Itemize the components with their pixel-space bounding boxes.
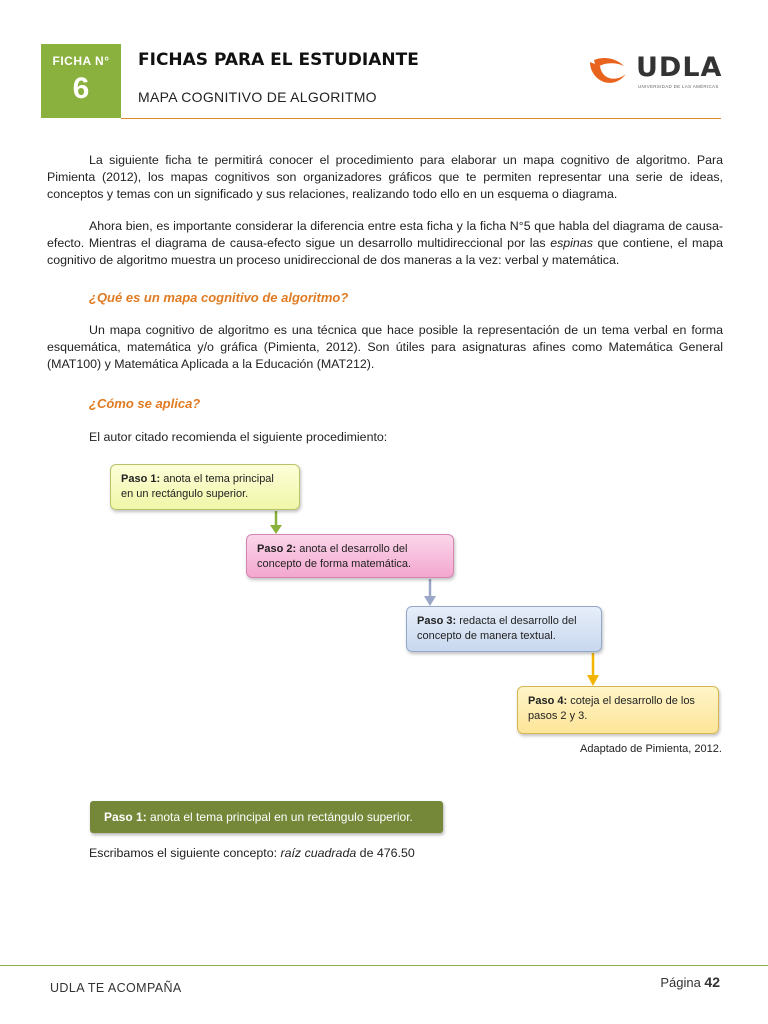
page-title: FICHAS PARA EL ESTUDIANTE (138, 50, 419, 70)
banner-label: Paso 1: (104, 810, 147, 824)
ficha-label: FICHA N° (52, 54, 110, 68)
step-3-text: redacta el desarrollo del concepto de manera textual. (417, 615, 577, 642)
concept-text-a: Escribamos el siguiente concepto: (89, 846, 281, 860)
step-2-text: anota el desarrollo del concepto de forma matemática. (257, 543, 412, 570)
diagram-step-1 (110, 464, 300, 510)
diagram-step-4 (517, 686, 719, 734)
banner-text: anota el tema principal en un rectángulo superior. (146, 810, 413, 824)
logo-subtext: UNIVERSIDAD DE LAS AMÉRICAS (638, 84, 719, 89)
diagram-step-2 (246, 534, 454, 578)
step-2-label: Paso 2: (257, 543, 297, 555)
footer-slogan: UDLA TE ACOMPAÑA (50, 981, 182, 995)
step-3-label: Paso 3: (417, 615, 457, 627)
procedure-intro: El autor citado recomienda el siguiente procedimiento: (89, 430, 388, 444)
definition-text: Un mapa cognitivo de algoritmo es una técnica que hace posible la representación de un tema verbal en forma esquemática, matemática y/o gráfica (Pimienta, 2012). Son útiles para asignaturas afines como Matemática General (MAT100) y Matemática Aplicada a la Educación (MAT212). (47, 323, 723, 371)
intro-paragraph (47, 152, 723, 203)
ficha-badge (41, 44, 121, 118)
concept-emphasis: raíz cuadrada (280, 846, 357, 860)
page-subtitle: MAPA COGNITIVO DE ALGORITMO (138, 89, 377, 105)
step-1-text: anota el tema principal en un rectángulo superior. (121, 473, 274, 500)
difference-emphasis: espinas (550, 236, 593, 250)
definition-paragraph (47, 322, 723, 373)
ficha-number: 6 (72, 72, 90, 105)
logo-text: UDLA (636, 52, 723, 83)
header-divider (121, 118, 721, 119)
arrow-step2-to-step3 (424, 579, 436, 606)
difference-text-b: que contiene, el mapa cognitivo de algoritmo muestra un proceso unidireccional de dos maneras a la vez: verbal y matemática. (47, 236, 724, 267)
step-4-text: coteja el desarrollo de los pasos 2 y 3. (528, 695, 695, 722)
question-heading-how: ¿Cómo se aplica? (89, 396, 201, 411)
difference-paragraph (47, 218, 723, 269)
arrow-step1-to-step2 (270, 511, 282, 534)
footer-divider (0, 965, 768, 966)
arrow-step3-to-step4 (587, 653, 599, 686)
step-1-banner (90, 801, 443, 833)
page-label: Página (660, 975, 705, 990)
diagram-step-3 (406, 606, 602, 652)
step-1-label: Paso 1: (121, 473, 161, 485)
concept-text-b: de 476.50 (356, 846, 415, 860)
diagram-caption: Adaptado de Pimienta, 2012. (580, 743, 722, 755)
difference-text-a: Ahora bien, es importante considerar la diferencia entre esta ficha y la ficha N°5 que habla del diagrama de causa-efecto. Mientras el diagrama de causa-efecto sigue un desarrollo multidireccional por las (47, 219, 723, 250)
page-number-value: 42 (704, 974, 720, 990)
step-4-label: Paso 4: (528, 695, 568, 707)
question-heading-what: ¿Qué es un mapa cognitivo de algoritmo? (89, 290, 349, 305)
page-number (660, 974, 720, 990)
concept-line (89, 846, 415, 860)
intro-text: La siguiente ficha te permitirá conocer el procedimiento para elaborar un mapa cognitivo de algoritmo. Para Pimienta (2012), los mapas cognitivos son organizadores gráficos que te permiten representar una serie de ideas, conceptos y temas con un significado y sus relaciones, realizando todo ello en un esquema o diagrama. (47, 153, 723, 201)
